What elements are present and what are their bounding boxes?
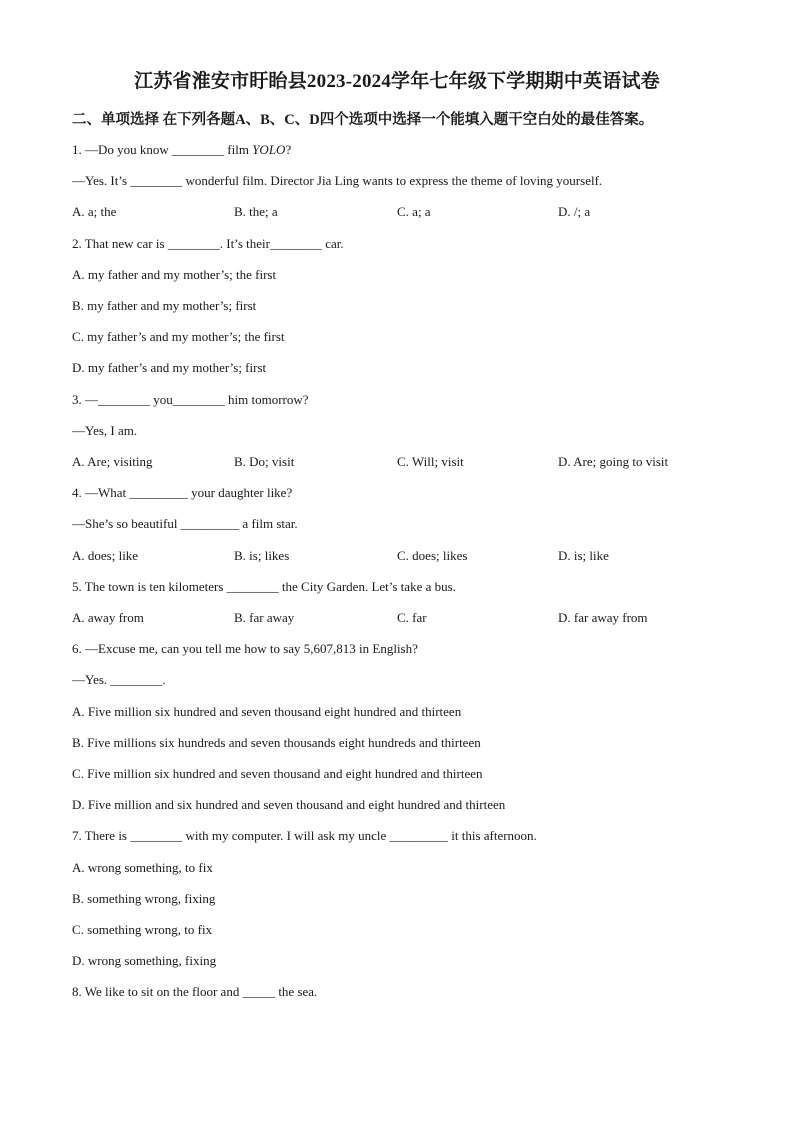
question-3-option-d: D. Are; going to visit [558,454,669,469]
question-2-option-d: D. my father’s and my mother’s; first [72,360,267,375]
question-6-option-a: A. Five million six hundred and seven thousand eight hundred and thirteen [72,704,462,719]
question-2-option-a: A. my father and my mother’s; the first [72,267,277,282]
question-1-stem-end: ? [285,142,292,157]
question-5-stem: 5. The town is ten kilometers ________ the City Garden. Let’s take a bus. [72,579,456,594]
question-7-option-b: B. something wrong, fixing [72,891,216,906]
film-title: YOLO [252,142,286,157]
question-4-stem: 4. —What _________ your daughter like? [72,485,293,500]
question-1-option-b: B. the; a [234,204,278,219]
question-2-option-c: C. my father’s and my mother’s; the first [72,329,285,344]
question-6-answer-line: —Yes. ________. [72,672,166,687]
question-5-option-d: D. far away from [558,610,648,625]
question-6-option-b: B. Five millions six hundreds and seven thousands eight hundreds and thirteen [72,735,481,750]
section-heading: 二、单项选择 在下列各题A、B、C、D四个选项中选择一个能填入题干空白处的最佳答案。 [72,112,654,128]
question-7-option-d: D. wrong something, fixing [72,953,217,968]
question-4-option-a: A. does; like [72,548,139,563]
question-5-option-c: C. far [397,610,427,625]
question-6-stem: 6. —Excuse me, can you tell me how to say 5,607,813 in English? [72,641,418,656]
question-1-stem [72,142,291,158]
question-7-option-c: C. something wrong, to fix [72,922,213,937]
page-title: 江苏省淮安市盱眙县2023-2024学年七年级下学期期中英语试卷 [134,71,660,92]
question-5-option-a: A. away from [72,610,144,625]
question-2-stem: 2. That new car is ________. It’s their________ car. [72,236,344,251]
question-3-stem: 3. —________ you________ him tomorrow? [72,392,309,407]
question-1-option-c: C. a; a [397,204,431,219]
question-8-stem: 8. We like to sit on the floor and _____ the sea. [72,984,318,999]
question-7-stem: 7. There is ________ with my computer. I will ask my uncle _________ it this afternoon. [72,828,537,843]
question-4-option-c: C. does; likes [397,548,468,563]
question-3-option-c: C. Will; visit [397,454,464,469]
question-5-option-b: B. far away [234,610,295,625]
question-6-option-c: C. Five million six hundred and seven thousand and eight hundred and thirteen [72,766,483,781]
question-1-option-d: D. /; a [558,204,591,219]
question-4-option-b: B. is; likes [234,548,290,563]
question-2-option-b: B. my father and my mother’s; first [72,298,257,313]
question-1-option-a: A. a; the [72,204,117,219]
question-4-option-d: D. is; like [558,548,609,563]
question-3-answer-line: —Yes, I am. [72,423,138,438]
question-4-answer-line: —She’s so beautiful _________ a film star. [72,516,298,531]
question-7-option-a: A. wrong something, to fix [72,860,213,875]
question-1-stem-text: 1. —Do you know ________ film [72,142,253,157]
question-6-option-d: D. Five million and six hundred and seven thousand and eight hundred and thirteen [72,797,506,812]
question-3-option-b: B. Do; visit [234,454,295,469]
question-3-option-a: A. Are; visiting [72,454,153,469]
question-1-answer-line: —Yes. It’s ________ wonderful film. Director Jia Ling wants to express the theme of loving yourself. [72,173,603,188]
